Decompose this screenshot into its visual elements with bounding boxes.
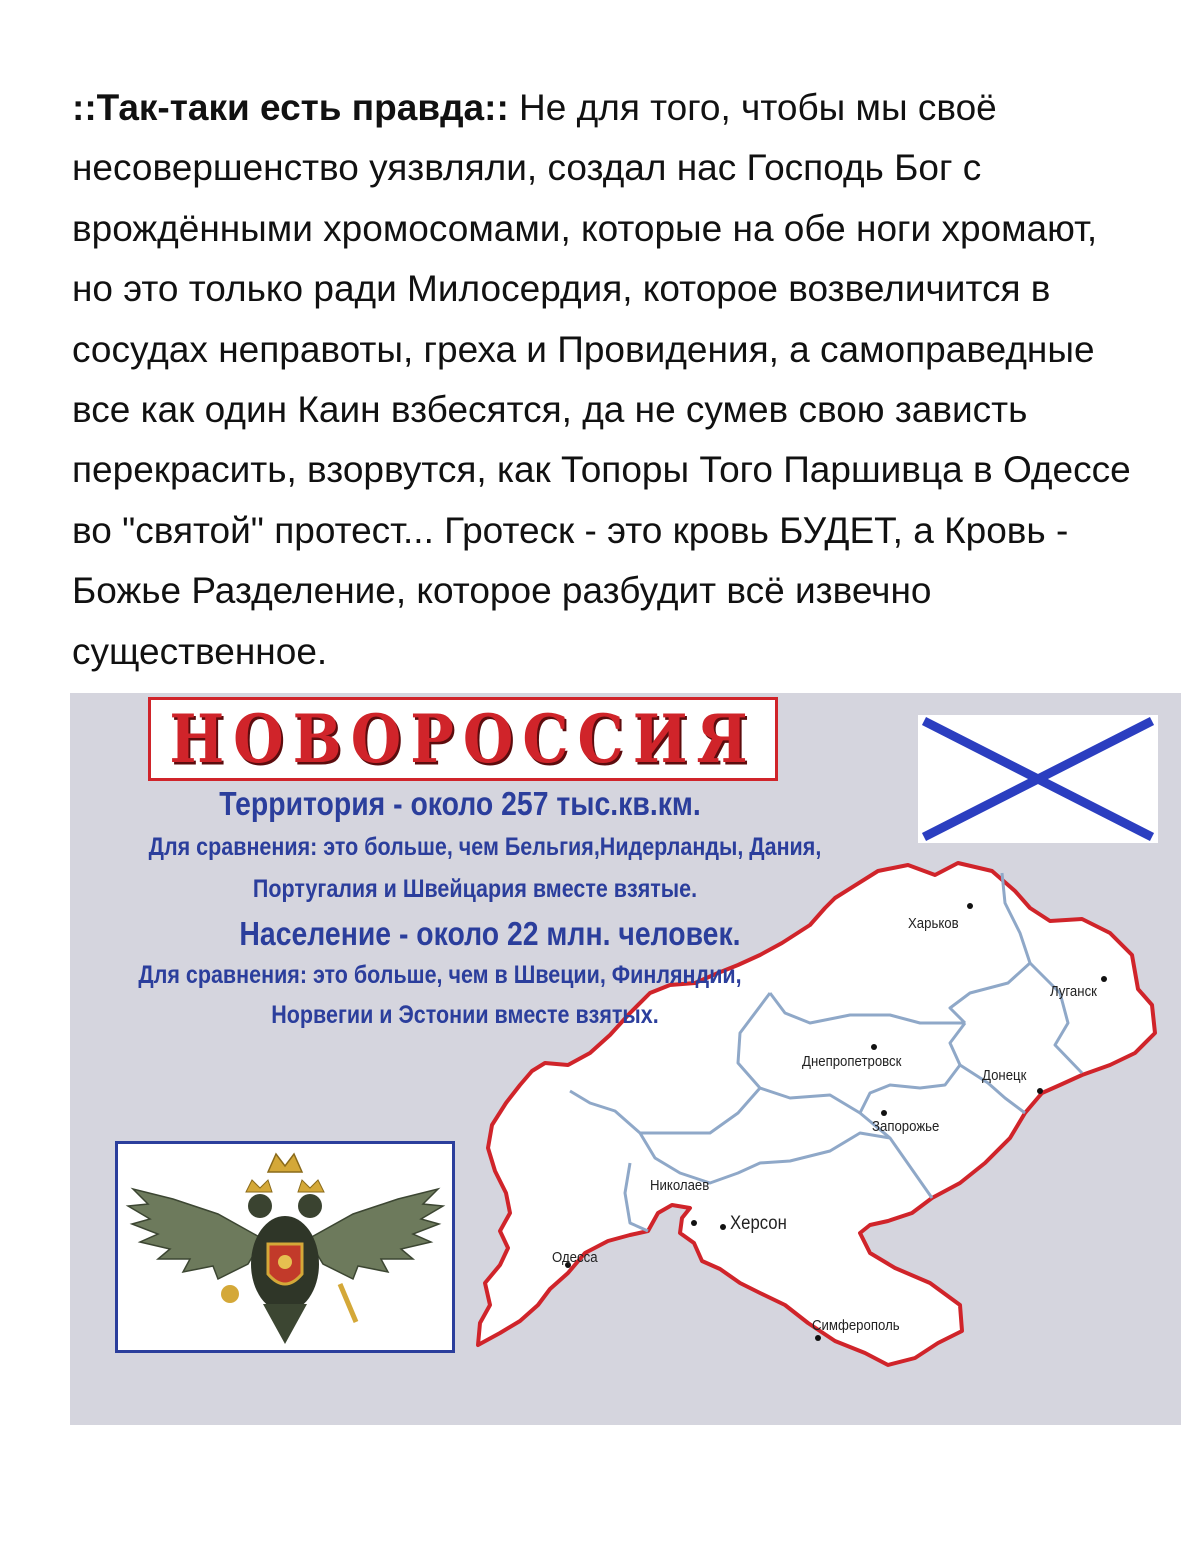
- city-label-dnepropetrovsk: Днепропетровск: [802, 1053, 902, 1070]
- city-label-simferopol: Симферополь: [812, 1317, 900, 1334]
- article-paragraph: [72, 78, 1132, 682]
- novorossiya-poster: [70, 693, 1181, 1425]
- saint-andrew-cross-icon: [918, 715, 1158, 843]
- territory-text: Территория - около 257 тыс.кв.км.: [219, 785, 701, 822]
- emblem-box: [115, 1141, 455, 1353]
- city-label-donetsk: Донецк: [982, 1067, 1027, 1084]
- city-label-kherson: Херсон: [730, 1213, 787, 1234]
- population-compare-line-2: Норвегии и Эстонии вместе взятых.: [271, 1001, 659, 1029]
- city-label-zaporozhye: Запорожье: [872, 1118, 940, 1135]
- population-text: Население - около 22 млн. человек.: [239, 915, 741, 952]
- article-lead: ::Так-таки есть правда::: [72, 87, 509, 128]
- territory-compare-line-2: Португалия и Швейцария вместе взятые.: [252, 875, 698, 903]
- population-compare-line-1: Для сравнения: это больше, чем в Швеции, Финляндии,: [138, 961, 742, 989]
- city-label-nikolaev: Николаев: [650, 1177, 710, 1194]
- city-label-odessa: Одесса: [552, 1249, 598, 1266]
- city-label-lugansk: Луганск: [1050, 983, 1097, 1000]
- territory-compare-line-1: Для сравнения: это больше, чем Бельгия,Нидерланды, Дания,: [148, 833, 822, 861]
- poster-title-box: [148, 697, 778, 781]
- poster-title: НОВОРОССИЯ: [169, 699, 757, 779]
- double-headed-eagle-icon: [118, 1144, 452, 1350]
- city-label-kharkov: Харьков: [908, 915, 959, 932]
- article-body: Не для того, чтобы мы своё несовершенство уязвляли, создал нас Господь Бог с врождёнными хромосомами, которые на обе ноги хромают, но это только ради Милосердия, которое возвеличится в сосудах неправоты, греха и Провидения, а самоправедные все как один Каин взбесятся, да не сумев свою зависть перекрасить, взорвутся, как Топоры Того Паршивца в Одессе во "святой" протест... Гротеск - это кровь БУДЕТ, а Кровь - Божье Разделение, которое разбудит всё извечно существенное.: [72, 87, 1131, 672]
